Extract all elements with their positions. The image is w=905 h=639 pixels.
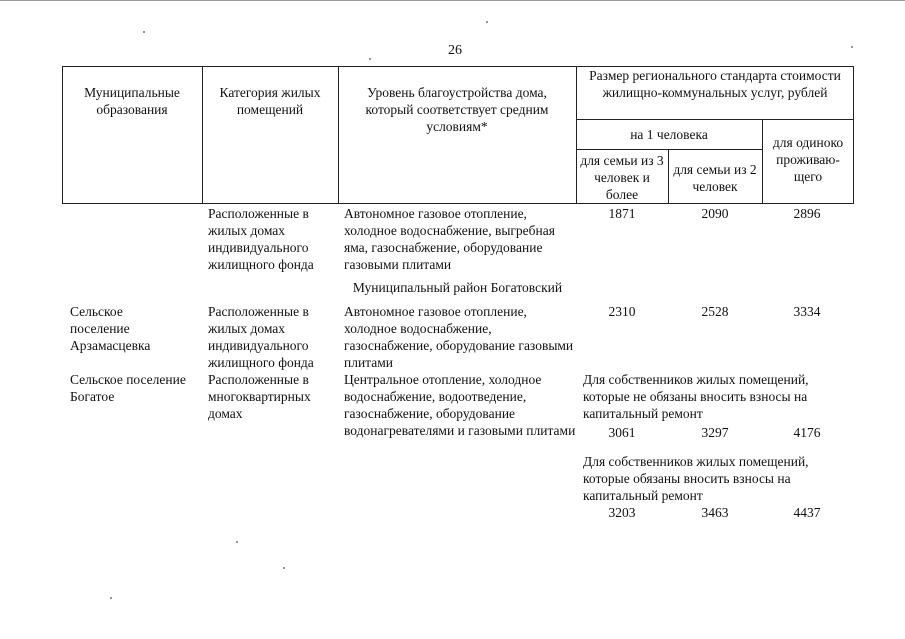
row-continued-family3-value: 1871	[608, 206, 636, 221]
row-bogatoe-no-repair-family2-value: 3297	[701, 425, 729, 440]
header-divider-per-person	[576, 149, 762, 150]
scan-speck	[486, 21, 488, 23]
scan-speck	[143, 31, 145, 33]
row-arzamascevka-municipal: Сельское поселение Арзамасцевка	[70, 304, 151, 353]
col-divider-3	[576, 66, 577, 204]
row-arzamascevka-single-value: 3334	[793, 304, 821, 319]
table-right-border	[853, 66, 854, 204]
row-arzamascevka-family2-value: 2528	[701, 304, 729, 319]
col-divider-4	[668, 149, 669, 204]
row-bogatoe-no-repair-single-value: 4176	[793, 425, 821, 440]
scan-speck	[369, 58, 371, 60]
header-level: Уровень благоустройства дома, который соответствует средним условиям*	[365, 85, 549, 134]
row-bogatoe-with-repair-family2-value: 3463	[701, 505, 729, 520]
row-bogatoe-with-repair-family3-value: 3203	[608, 505, 636, 520]
row-continued-category: Расположенные в жилых домах индивидуального жилищного фонда	[208, 206, 314, 272]
header-divider-standard	[576, 119, 854, 120]
row-bogatoe-no-repair-family3-value: 3061	[608, 425, 636, 440]
page-number: 26	[448, 43, 462, 58]
header-single-resident: для одиноко проживаю-щего	[772, 135, 844, 184]
scan-speck	[236, 541, 238, 543]
page-top-edge	[0, 0, 905, 1]
col-divider-1	[202, 66, 203, 204]
header-family-2: для семьи из 2 человек	[673, 162, 757, 194]
row-arzamascevka-family3-value: 2310	[608, 304, 636, 319]
row-arzamascevka-category: Расположенные в жилых домах индивидуального жилищного фонда	[208, 304, 314, 370]
header-category: Категория жилых помещений	[219, 85, 321, 117]
col-divider-2	[338, 66, 339, 204]
row-bogatoe-note-with-repair: Для собственников жилых помещений, которые обязаны вносить взносы на капитальный ремонт	[583, 454, 809, 503]
row-bogatoe-category: Расположенные в многоквартирных домах	[208, 372, 311, 421]
row-continued-level: Автономное газовое отопление, холодное водоснабжение, выгребная яма, газоснабжение, оборудование газовыми плитами	[344, 206, 555, 272]
header-family-3: для семьи из 3 человек и более	[580, 153, 664, 202]
scan-speck	[283, 567, 285, 569]
col-divider-5	[762, 119, 763, 204]
row-continued-single-value: 2896	[793, 206, 821, 221]
row-bogatoe-level: Центральное отопление, холодное водоснабжение, водоотведение, газоснабжение, оборудование водонагревателями и газовыми плитами	[344, 372, 576, 438]
row-arzamascevka-level: Автономное газовое отопление, холодное водоснабжение, газоснабжение, оборудование газовыми плитами	[344, 304, 574, 370]
scan-speck	[110, 597, 112, 599]
section-title: Муниципальный район Богатовский	[352, 280, 563, 295]
header-standard: Размер регионального стандарта стоимости жилищно-коммунальных услуг, рублей	[589, 68, 841, 100]
header-municipal: Муниципальные образования	[84, 85, 180, 117]
header-per-person: на 1 человека	[630, 127, 708, 142]
row-continued-family2-value: 2090	[701, 206, 729, 221]
row-bogatoe-municipal: Сельское поселение Богатое	[70, 372, 186, 404]
row-bogatoe-with-repair-single-value: 4437	[793, 505, 821, 520]
table-left-border	[62, 66, 63, 204]
row-bogatoe-note-no-repair: Для собственников жилых помещений, которые не обязаны вносить взносы на капитальный ремонт	[583, 372, 809, 421]
scan-speck	[851, 46, 853, 48]
table-header-bottom-border	[62, 203, 854, 204]
